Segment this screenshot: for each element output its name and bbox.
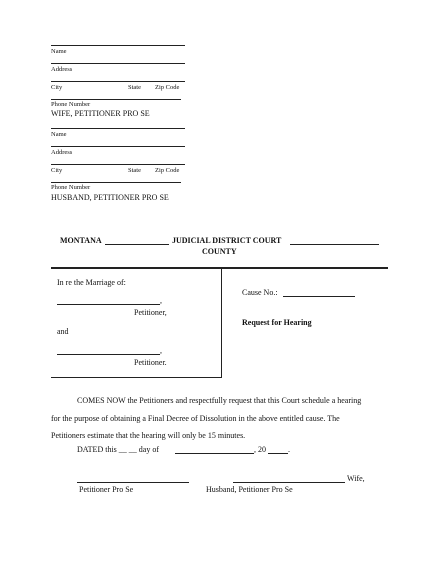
husband-phone-line[interactable] bbox=[51, 182, 181, 183]
cause-no-label: Cause No.: bbox=[242, 288, 278, 297]
wife-name-label: Name bbox=[51, 48, 67, 55]
in-re-label: In re the Marriage of: bbox=[57, 278, 126, 287]
court-state: MONTANA bbox=[60, 236, 102, 245]
petitioner1-name-line[interactable] bbox=[57, 304, 160, 305]
wife-state-label: State bbox=[128, 84, 141, 91]
and-label: and bbox=[57, 327, 69, 336]
paragraph-line-3: Petitioners estimate that the hearing will only be 15 minutes. bbox=[51, 431, 246, 440]
petitioner1-label: Petitioner, bbox=[134, 308, 167, 317]
husband-name-line[interactable] bbox=[51, 128, 185, 129]
dated-prefix: DATED this __ __ day of bbox=[77, 445, 159, 454]
caption-top-border bbox=[51, 267, 388, 269]
paragraph-line-1: COMES NOW the Petitioners and respectfully request that this Court schedule a hearing bbox=[77, 396, 362, 405]
wife-phone-line[interactable] bbox=[51, 99, 181, 100]
wife-suffix: Wife, bbox=[347, 474, 365, 483]
court-name: JUDICIAL DISTRICT COURT bbox=[172, 236, 282, 245]
husband-signature-line[interactable] bbox=[233, 482, 345, 483]
petitioner2-comma: , bbox=[160, 346, 162, 355]
husband-zip-label: Zip Code bbox=[155, 167, 180, 174]
cause-no-line[interactable] bbox=[283, 296, 355, 297]
dated-period: . bbox=[288, 445, 290, 454]
wife-signature-label: Petitioner Pro Se bbox=[79, 485, 134, 494]
court-county: COUNTY bbox=[202, 247, 237, 256]
petitioner1-comma: , bbox=[160, 296, 162, 305]
petitioner2-name-line[interactable] bbox=[57, 354, 160, 355]
wife-address-line[interactable] bbox=[51, 63, 185, 64]
document-title: Request for Hearing bbox=[242, 318, 312, 327]
dated-year-prefix: , 20 bbox=[254, 445, 266, 454]
wife-zip-label: Zip Code bbox=[155, 84, 180, 91]
husband-address-line[interactable] bbox=[51, 146, 185, 147]
husband-phone-label: Phone Number bbox=[51, 184, 91, 191]
husband-address-label: Address bbox=[51, 149, 73, 156]
dated-year-line[interactable] bbox=[268, 453, 288, 454]
wife-title: WIFE, PETITIONER PRO SE bbox=[51, 109, 150, 118]
dated-month-line[interactable] bbox=[175, 453, 254, 454]
caption-divider bbox=[221, 268, 222, 378]
district-name-line[interactable] bbox=[290, 244, 379, 245]
husband-city-line[interactable] bbox=[51, 164, 185, 165]
husband-state-label: State bbox=[128, 167, 141, 174]
caption-bottom-border bbox=[51, 377, 222, 378]
husband-signature-label: Husband, Petitioner Pro Se bbox=[206, 485, 293, 494]
wife-name-line[interactable] bbox=[51, 45, 185, 46]
paragraph-line-2: for the purpose of obtaining a Final Decree of Dissolution in the above entitled cause. The bbox=[51, 414, 340, 423]
petitioner2-label: Petitioner. bbox=[134, 358, 167, 367]
wife-phone-label: Phone Number bbox=[51, 101, 91, 108]
wife-city-label: City bbox=[51, 84, 63, 91]
wife-city-line[interactable] bbox=[51, 81, 185, 82]
husband-name-label: Name bbox=[51, 131, 67, 138]
husband-city-label: City bbox=[51, 167, 63, 174]
wife-address-label: Address bbox=[51, 66, 73, 73]
district-number-line[interactable] bbox=[105, 244, 169, 245]
wife-signature-line[interactable] bbox=[77, 482, 189, 483]
husband-title: HUSBAND, PETITIONER PRO SE bbox=[51, 193, 169, 202]
